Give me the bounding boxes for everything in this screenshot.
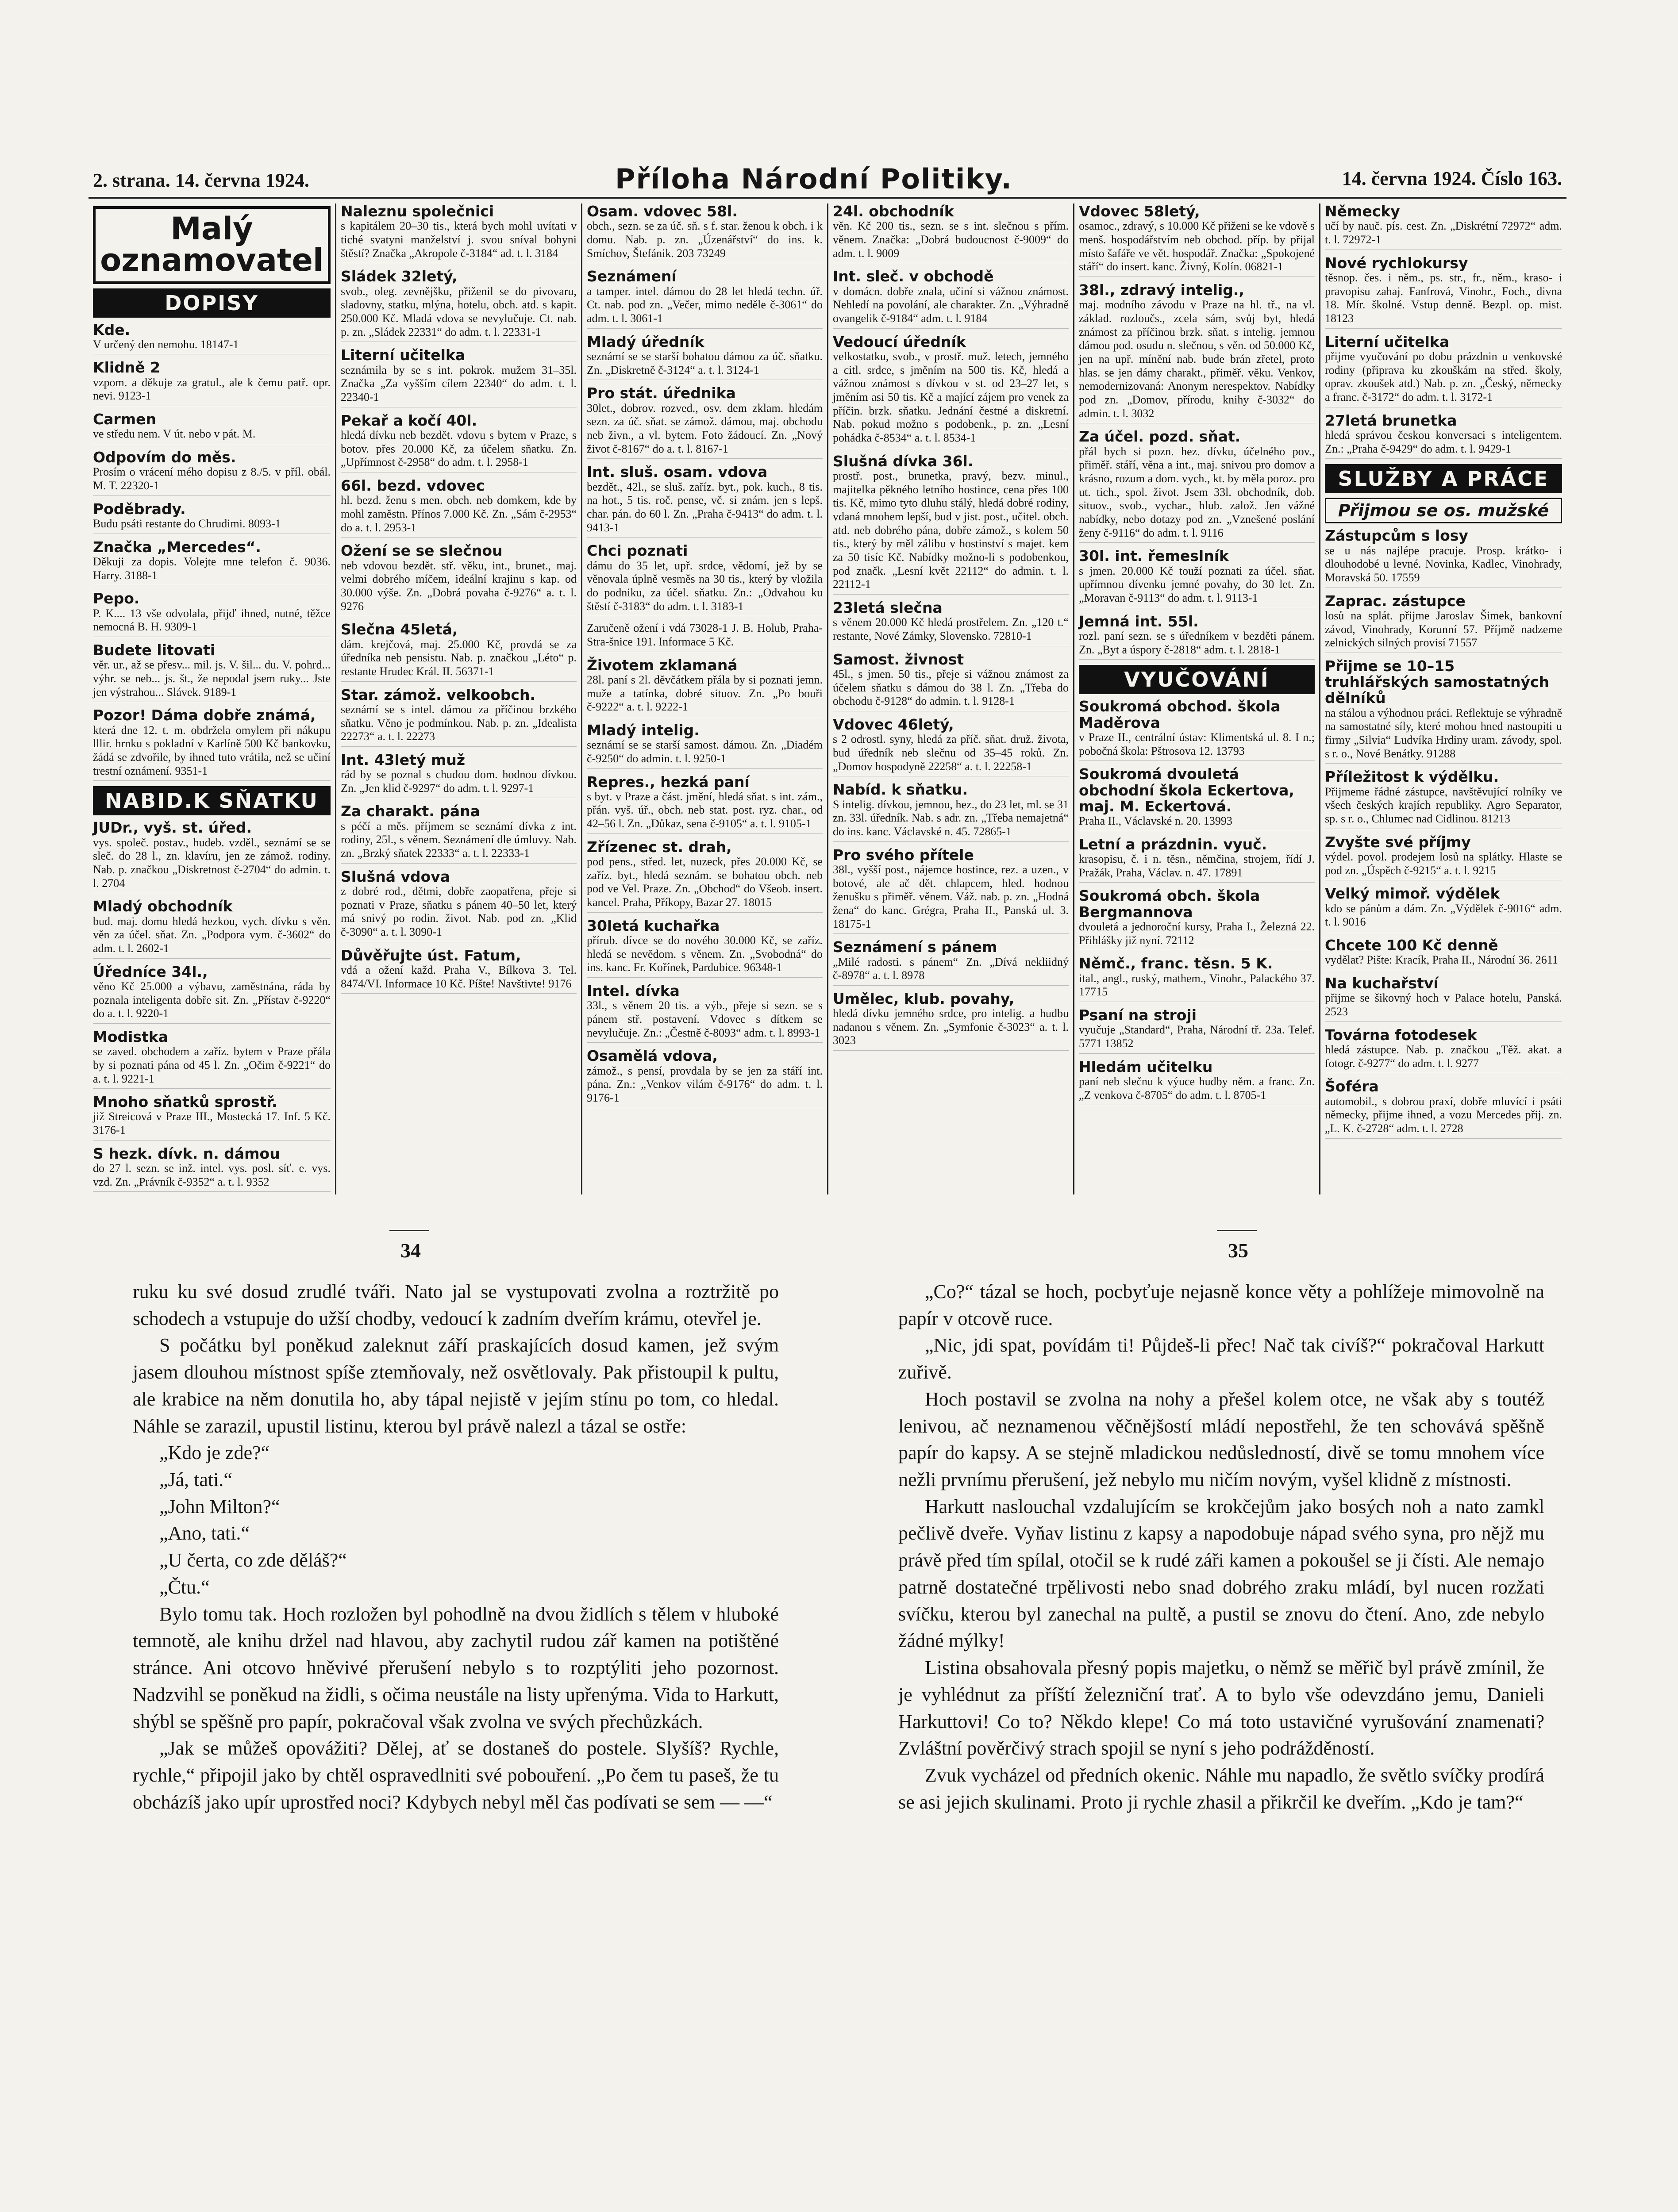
ad-body: se u nás najlépe pracuje. Prosp. krátko- i dlouhodobé u levné. Novinka, Kadlec, Vinohrady, Moravská 50. 17559 [1325,544,1562,584]
ad-headline: 23letá slečna [833,599,943,616]
ad-column-6 [1320,204,1566,1194]
header-title: Příloha Národní Politiky. [615,163,1012,195]
ad-body: seznámí se se starší samost. dámou. Zn. „Diadém č-9250“ do admin. t. l. 9250-1 [587,738,823,765]
ad-body: s péčí a měs. příjmem se seznámí dívka z int. rodiny, 25l., s věnem. Seznámení dle úmluvy. Nab. zn. „Brzký sňatek 22333“ a. t. l. 22333-1 [341,819,577,860]
ad-body: Děkuji za dopis. Volejte mne telefon č. 9036. Harry. 3188-1 [93,555,331,582]
masthead-maly-oznamovatel [93,206,331,284]
ad-headline: Nové rychlokursy [1325,254,1468,272]
classified-ad [833,847,1069,934]
ad-headline: Slušná vdova [341,868,450,885]
ad-headline: Kde. [93,321,131,338]
ad-body: na stálou a výhodnou práci. Reflektuje se výhradně na samostatné síly, které mohou hned nastoupiti u firmy „Silvia“ Ludvíka Hrdiny uram. závody, spol. s r. o., Nové Benátky. 91288 [1325,706,1562,760]
classified-ad [93,591,331,637]
masthead-line1: Malý [170,211,253,247]
ad-headline: Mnoho sňatků sprostř. [93,1093,277,1111]
ad-body: P. K.... 13 vše odvolala, přijď ihned, nutné, těžce nemocná B. H. 9309-1 [93,607,331,634]
ad-headline: Němč., franc. těsn. 5 K. [1079,955,1273,972]
classified-ad [833,269,1069,328]
ad-headline: Budete litovati [93,641,216,659]
story-paragraph: „Ano, tati.“ [159,1522,250,1544]
classified-ad [587,722,823,769]
ad-body: věno Kč 25.000 a výbavu, zaměstnána, ráda by poznala inteligenta dobře sit. Zn. „Přístav č-9220“ do a. t. l. 9220-1 [93,979,331,1020]
classified-ad [1325,1079,1562,1138]
ad-body: automobil., s dobrou praxí, dobře mluvící i psáti německy, přijme ihned, a vozu Mercedes přij. zn. „L. K. č-2728“ adm. t. l. 2728 [1325,1094,1562,1135]
story-paragraph: „Já, tati.“ [159,1469,232,1491]
classified-ad [587,385,823,459]
ad-headline: Pro svého přítele [833,846,974,864]
ad-headline: Star. zámož. velkoobch. [341,686,535,703]
ad-body: pod pens., střed. let, nuzeck, přes 20.000 Kč, se zaříz. byt., hledá seznám. se bohatou obch. neb pod ve Vel. Praze. Zn. „Obchod“ do Všeob. insert. kancel. Praha, Příkopy, Bazar 27. 18015 [587,855,823,909]
ad-body: vyučuje „Standard“, Praha, Národní tř. 23a. Telef. 5771 13852 [1079,1023,1315,1050]
ad-body: bezdět., 42l., se sluš. zaříz. byt., pok. kuch., 8 tis. na hot., 5 tis. roč. pense, vč. si znám. jen s lepš. char. pán. do 60 l. Zn. „Praha č-9413“ do adm. t. l. 9413-1 [587,480,823,534]
classified-ad [1079,956,1315,1002]
ad-body: již Streicová v Praze III., Mostecká 17. Inf. 5 Kč. 3176-1 [93,1110,331,1137]
classified-ad [93,899,331,958]
classified-ad [93,501,331,534]
classified-ad [1325,593,1562,653]
classified-ad [1079,888,1315,950]
classified-ad [93,360,331,406]
ad-headline: Naleznu společnici [341,204,494,220]
classified-ad [833,939,1069,986]
ad-headline: Zřízenec st. drah, [587,838,732,856]
story-paragraph: „Co?“ tázal se hoch, pocbyťuje nejasně konce věty a pohlížeje mimovolně na papír v otcově ruce. [898,1281,1544,1329]
ad-headline: Intel. dívka [587,982,680,1000]
ad-body: s jmen. 20.000 Kč touží poznati za účel. sňat. upřímnou dívenku jemné povahy, do 30 let. Zn. „Moravan č-9113“ do adm. t. l. 9113-1 [1079,564,1315,604]
ad-body: seznámila by se s int. pokrok. mužem 31–35l. Značka „Za vyšším cílem 22340“ do adm. t. l. 22340-1 [341,363,577,403]
ad-headline: Repres., hezká paní [587,773,750,791]
ad-body: krasopisu, č. i n. těsn., němčina, strojem, řídí J. Pražák, Praha, Václav. n. 47. 17891 [1079,853,1315,879]
ad-body: „Milé radosti. s pánem“ Zn. „Dívá nekliidný č-8978“ a. t. l. 8978 [833,955,1069,982]
classified-ad [93,539,331,586]
ad-headline: Soukromá dvouletá obchodní škola Eckertova, maj. M. Eckertová. [1079,765,1294,815]
ad-body: ve středu nem. V út. nebo v pát. M. [93,427,256,441]
ad-headline: Továrna fotodesek [1325,1026,1477,1044]
ad-column-4 [828,204,1074,1194]
ad-body: paní neb slečnu k výuce hudby něm. a franc. Zn. „Z venkova č-8705“ do adm. t. l. 8705-1 [1079,1075,1315,1102]
classified-ad [1325,204,1562,250]
classified-ad [1079,837,1315,883]
ad-body: vydělat? Pište: Kracík, Praha II., Národní 36. 2611 [1325,953,1558,967]
ad-headline: Za charakt. pána [341,803,480,820]
ad-headline: Ožení se se slečnou [341,542,503,560]
classified-ad [1079,766,1315,831]
header-rule [89,197,1566,199]
classified-ad [1079,429,1315,543]
classified-ad [1325,937,1562,970]
ad-body: Zaručeně ožení i vdá 73028-1 J. B. Holub, Praha-Stra-šnice 191. Informace 5 Kč. [587,622,823,648]
ad-body: svob., oleg. zevnějšku, přiženil se do pivovaru, sladovny, statku, mlýna, hotelu, obch. atd. s kapit. 250.000 Kč. Mladá vdova se nevylučuje. Ct. nab. p. zn. „Sládek 22331“ do adm. t. l. 22331-1 [341,284,577,338]
masthead-line2: oznamovatel [100,242,323,278]
ad-headline: Int. sluš. osam. vdova [587,463,768,481]
ad-headline: Sládek 32letý, [341,268,458,285]
ad-body: vdá a ožení každ. Praha V., Bílkova 3. Tel. 8474/VI. Informace 10 Kč. Píšte! Navštivte! 9176 [341,964,577,990]
classified-ad [587,918,823,978]
ad-headline: Zvyšte své příjmy [1325,833,1471,851]
classified-ad [1325,255,1562,329]
classified-ad [93,707,331,781]
ad-body: 30let., dobrov. rozved., osv. dem zklam. hledám sezn. za úč. sňat. se zámož. dámou, maj. obchodu neb živn., a vl. bytem. Foto žádoucí. Zn. „Nový život č-8167“ do a. t. l. 8167-1 [587,401,823,455]
ad-headline: Int. 43letý muž [341,751,466,768]
ad-headline: Na kuchařství [1325,975,1439,992]
section-sluzby: SLUŽBY A PRÁCE [1325,464,1562,493]
ad-column-1 [89,204,336,1194]
ad-body: hledá správou českou konversaci s inteligentem. Zn.: „Praha č-9429“ do adm. t. l. 9429-1 [1325,428,1562,455]
ad-headline: Klidně 2 [93,359,161,376]
classified-ad [341,622,577,681]
ad-body: vzpom. a děkuje za gratul., ale k čemu patř. opr. nevi. 9123-1 [93,376,331,403]
section-dopisy: DOPISY [93,288,331,318]
ad-body: s byt. v Praze a část. jmění, hledá sňat. s int. zám., přán. vyš. úř., obch. neb stat. post. ryz. char., od 42–56 l. Zn. „Důkaz, sena č-9105“ a. t. l. 9105-1 [587,790,823,830]
ad-column-5 [1074,204,1320,1194]
classified-ad [341,347,577,407]
classified-ad [1079,282,1315,423]
ad-body: 33l., s věnem 20 tis. a výb., přeje si sezn. se s pánem stř. postavení. Vdovec s dítkem se nevylučuje. Zn.: „Čestně č-8093“ adm. t. l. 8993-1 [587,999,823,1039]
classified-ad [587,204,823,263]
classified-ad [1325,658,1562,764]
story-paragraph: „Nic, jdi spat, povídám ti! Půjdeš-li přec! Nač tak civíš?“ pokračoval Harkutt zuřivě. [898,1334,1544,1383]
classified-ad [1079,1007,1315,1054]
story-paragraph: Harkutt naslouchal vzdalujícím se krokčejům jako bosých noh a nato zamkl pečlivě dveře. Vyňav listinu z kapsy a napodobuje nápad svého syna, pro nějž mu právě před tím spílal, otočil se k rudé záři kamen a pokoušel se ji čísti. Ale nemajo patrně dostatečné trpělivosti nebo snad dobrého zraku mládí, byl nucen rozžati svíčku, kterou byl zanechal na pultě, a pustil se znovu do čtení. Ano, zde nebylo žádné mýlky! [898,1495,1544,1652]
ad-body: která dne 12. t. m. obdržela omylem při nákupu lllir. hrnku s pokladní v Karlíně 500 Kč bankovku, žádá se zdvořile, by ihned tuto vrátila, než se učiní trestní oznámení. 9351-1 [93,723,331,777]
ad-body: dvouletá a jednoroční kursy, Praha I., Železná 22. Přihlášky již nyní. 72112 [1079,920,1315,947]
ad-body: přijme se šikovný hoch v Palace hotelu, Panská. 2523 [1325,991,1562,1018]
classified-ad [93,1029,331,1089]
classified-ad [1325,413,1562,459]
ad-body: dámu do 35 let, upř. srdce, vědomí, jež by se věnovala úplně vesměs na 30 tis., který by vložila do podniku, za účel. sňatku. Zn.: „Odvahou ku štěstí č-3183“ do adm. t. l. 3183-1 [587,559,823,613]
classified-ad [587,983,823,1043]
ad-body: v domácn. dobře znala, učiní si vážnou známost. Nehledí na povolání, ale charakter. Zn. „Výhradně ovangelik č-9184“ adm. t. l. 9184 [833,284,1069,325]
classified-ad [341,752,577,799]
ad-body: s věnem 20.000 Kč hledá prostřelem. Zn. „120 t.“ restante, Nové Zámky, Slovensko. 72810-1 [833,616,1069,642]
subsection-prijmou: Přijmou se os. mužské [1325,498,1562,523]
ad-headline: Pozor! Dáma dobře známá, [93,707,316,724]
ad-body: věr. ur., až se přesv... mil. js. V. šil... du. V. pohrd... výhr. se neb... js. št., že nepodal jsem ruky... Jste jen výstrahou... Slávek. 9189-1 [93,658,331,699]
ad-headline: Osam. vdovec 58l. [587,204,738,220]
ad-headline: Modistka [93,1028,169,1045]
ad-body: hledá dívku neb bezdět. vdovu s bytem v Praze, s botov. přes 20.000 Kč, za účelem sňatku. Zn. „Upřímnost č-2958“ do adm. t. l. 2958-1 [341,428,577,469]
ad-headline: 24l. obchodník [833,204,954,220]
classified-ad [587,334,823,380]
ad-body: hl. bezd. ženu s men. obch. neb domkem, kde by mohl zaměstn. Přínos 7.000 Kč. Zn. „Sám č-2953“ do a. t. l. 2953-1 [341,494,577,534]
story-paragraph: Zvuk vycházel od předních okenic. Náhle mu napadlo, že světlo svíčky prodírá se asi jejich skulinami. Proto ji rychle zhasil a přikrčil ke dveřím. „Kdo je tam?“ [898,1764,1544,1813]
ad-body: těsnop. čes. i něm., ps. str., fr., něm., kraso- i pravopisu zahaj. Fanfrová, Vinohr., Foch., divna 18. Mír. školné. Vstup denně. Bezpl. op. mist. 18123 [1325,271,1562,325]
classified-ad [93,820,331,893]
ad-headline: Slušná dívka 36l. [833,452,974,470]
classified-ad [1325,528,1562,588]
ad-headline: Velký mimoř. výdělek [1325,885,1500,902]
classified-ad [833,991,1069,1051]
classified-ad [341,269,577,342]
ad-body: vys. společ. postav., hudeb. vzděl., seznámí se se sleč. do 28 l., zn. klavíru, jen ze zámož. rodiny. Nab. p. značkou „Diskretnost č-2704“ do admin. t. l. 2704 [93,836,331,890]
classified-ad [93,642,331,702]
classified-ad [587,774,823,834]
story-column-left [133,1279,779,1816]
story-column-right [898,1279,1544,1816]
header-date-left: 2. strana. 14. června 1924. [93,169,309,191]
ad-headline: Samost. živnost [833,650,964,668]
classified-ad [587,622,823,652]
story-paragraph: „U čerta, co zde děláš?“ [159,1549,347,1571]
ad-headline: Pekař a kočí 40l. [341,411,477,429]
ad-headline: 30l. int. řemeslník [1079,547,1229,565]
story-paragraph: „Čtu.“ [159,1576,210,1598]
ad-headline: Důvěřujte úst. Fatum, [341,946,521,964]
ad-headline: 66l. bezd. vdovec [341,476,485,494]
page-header [93,163,1562,194]
ad-headline: 30letá kuchařka [587,917,720,934]
ad-body: losů na splát. přijme Jaroslav Šimek, bankovní závod, Vinohrady, Korunní 57. Příjmě nadzeme zelnických silných provisí 71557 [1325,609,1562,649]
ad-headline: Soukromá obchod. škola Maděrova [1079,698,1281,731]
ad-body: Přijmeme řádné zástupce, navštěvující rolníky ve všech českých krajích republiky. Agro Separator, sp. s r. o., Chlumec nad Cidlinou. 81213 [1325,785,1562,826]
ad-headline: Úředníce 34l., [93,963,208,980]
ad-body: Budu psáti restante do Chrudimi. 8093-1 [93,517,281,530]
classified-ad [341,869,577,942]
story-paragraph: „Kdo je zde?“ [159,1442,270,1464]
ad-headline: Pro stát. úřednika [587,384,736,402]
classified-ad [93,449,331,496]
classified-ad [341,948,577,994]
ad-headline: Mladý obchodník [93,898,233,915]
ad-body: a tamper. intel. dámou do 28 let hledá techn. úř. Ct. nab. pod zn. „Večer, mimo neděle č-3061“ do adm. t. l. 3061-1 [587,284,823,325]
page-number-left: 34 [400,1239,421,1262]
ad-headline: Carmen [93,411,157,428]
ad-body: neb vdovou bezdět. stř. věku, int., brunet., maj. velmi dobrého míčem, ideální krajinu s kap. od 30.000 výše. Zn. „Dobrá povaha č-9276“ a. t. l. 9276 [341,559,577,613]
classified-ad [587,543,823,616]
page-number-rule-right [1217,1230,1257,1231]
classified-ad [587,839,823,913]
ad-body: přijme vyučování po dobu prázdnin u venkovské rodiny (připrava ku zkouškám na střed. školy, oprav. zkoušek atd.) Nab. p. zn. „Český, německy a franc. č-3172“ do adm. t. l. 3172-1 [1325,349,1562,403]
ad-headline: Hledám učitelku [1079,1058,1213,1075]
classified-ad [1079,1059,1315,1106]
classified-ad [833,782,1069,841]
ad-headline: Šoféra [1325,1078,1379,1095]
classified-ad [1325,1027,1562,1074]
ad-body: učí by nauč. pís. cest. Zn. „Diskrétní 72972“ adm. t. l. 72972-1 [1325,219,1562,246]
ad-body: seznámí se s intel. dámou za příčinou brzkého sňatku. Věno je podmínkou. Nab. p. zn. „Idealista 22273“ a. t. l. 22273 [341,703,577,743]
ad-body: přál bych si pozn. hez. dívku, účelného pov., přiměř. stáří, věna a int., maj. snivou pro domov a krásno, rozum a dom. vych., kt. by měla poroz. pro ut. tich., spol. život. Jsem 33l. obchodník, dob. situov., svob., vychar., hlub. založ. Jen vážné nabídky, nebo dotazy pod zn. „Vznešené poslání ženy č-9116“ do adm. t. l. 9116 [1079,445,1315,539]
classified-ad [1079,614,1315,660]
ad-body: přírub. dívce se do nového 30.000 Kč, se zaříz. hledá se nevědom. s věnem. Zn. „Svobodná“ do ins. kanc. Fr. Kořínek, Pardubice. 96348-1 [587,934,823,974]
ad-body: z dobré rod., dětmi, dobře zaopatřena, přeje si poznati v Praze, sňatku s pánem 40–50 let, který má snivý po rodin. život. Nab. pod zn. „Klid č-3090“ a. t. l. 3090-1 [341,885,577,939]
header-date-right: 14. června 1924. Číslo 163. [1342,168,1562,189]
ad-body: ital., angl., ruský, mathem., Vinohr., Palackého 37. 17715 [1079,972,1315,998]
ad-body: výdel. povol. prodejem losů na splátky. Hlaste se pod zn. „Úspěch č-9215“ a. t. l. 9215 [1325,850,1562,877]
ad-body: zámož., s pensí, provdala by se jen za stáří int. pána. Zn.: „Venkov vilám č-9176“ do adm. t. l. 9176-1 [587,1064,823,1105]
ad-headline: 27letá brunetka [1325,411,1457,429]
classified-ad [1325,834,1562,881]
ad-body: hledá zástupce. Nab. p. značkou „Těž. akat. a fotogr. č-9277“ do adm. t. l. 9277 [1325,1043,1562,1070]
classified-ad [833,717,1069,776]
ad-headline: Mladý úředník [587,333,704,350]
classified-ad [833,652,1069,711]
ad-headline: Nabíd. k sňatku. [833,781,968,799]
ad-headline: Mladý intelig. [587,721,700,739]
ad-headline: Seznámení [587,268,677,285]
ad-headline: Zaprac. zástupce [1325,592,1466,610]
story-paragraph: Bylo tomu tak. Hoch rozložen byl pohodlně na dvou židlích s tělem v hluboké temnotě, ale knihu držel nad hlavou, aby zachytil rudou zář kamen na potištěné stránce. Ani otcovo hněvivé přerušení nebylo s to rozptýliti jeho pozornost. Nadzvihl se poněkud na židli, s očima neustále na listy upřenýma. Vida to Harkutt, shýbl se spěšně pro papír, pokračoval však zvolna ve svých přechůzkách. [133,1603,779,1732]
page-number-rule-left [389,1230,429,1231]
ad-headline: Slečna 45letá, [341,621,458,638]
ad-body: osamoc., zdravý, s 10.000 Kč přiženi se ke vdově s menš. hospodářstvím neb obchod. příp. by přijal místo šafáře ve vět. hospodář. Značka: „Spokojené stáří“ do insert. kanc. Živný, Kolín. 06821-1 [1079,219,1315,273]
ad-body: rozl. paní sezn. se s úředníkem v bezděti pánem. Zn. „Byt a úspory č-2818“ adm. t. l. 2818-1 [1079,629,1315,656]
ad-headline: S hezk. dívk. n. dámou [93,1144,280,1162]
ad-headline: Umělec, klub. povahy, [833,990,1015,1007]
ad-headline: Chcete 100 Kč denně [1325,937,1498,954]
classified-ad [93,1094,331,1141]
ad-headline: Vedoucí úředník [833,333,966,350]
classified-ad [833,453,1069,595]
classified-ad [341,204,577,263]
ad-headline: Osamělá vdova, [587,1047,718,1065]
classified-ad [1325,334,1562,407]
ad-headline: Psaní na stroji [1079,1006,1197,1024]
ad-body: bud. maj. domu hledá hezkou, vych. dívku s věn. věn za účel. sňat. Zn. „Podpora vym. č-3602“ do adm. t. l. 2602-1 [93,914,331,955]
ad-body: velkostatku, svob., v prostř. muž. letech, jemného a citl. srdce, s jměním na 500 tis. Kč, hledá a vážnou známost s dívkou v st. od 23–27 let, s jměním asi 50 tis. Kč a mající zájem pro venek za příčin. brzk. sňatku. Jednání čestné a diskretní. Nab. pokud možno s podobenk., p. zn. „Lesní pohádka č-8534“ a. t. l. 8534-1 [833,349,1069,444]
classified-ad [93,1146,331,1192]
classified-ad [833,334,1069,448]
ad-body: seznámí se se starší bohatou dámou za úč. sňatku. Zn. „Diskretně č-3124“ a. t. l. 3124-1 [587,349,823,376]
classified-ad [93,411,331,444]
section-snatky: NABID.K SŇATKU [93,786,331,815]
story-paragraph: S počátku byl poněkud zaleknut září praskajících dosud kamen, jež svým jasem dlouhou místnost spíše ztemňovaly, než osvětlovaly. Pak přistoupil k pultu, ale krabice na něm donutila ho, aby tápal nejistě v jejím stínu po tom, co hledal. Náhle se zarazil, upustil listinu, kterou byl právě nalezl a tázal se ostře: [133,1334,779,1437]
story-paragraph: Hoch postavil se zvolna na nohy a přešel kolem otce, ne však aby s toutéž lenivou, ač neznamenou věčnějšostí mládí nepostřehl, že ten schovává spěšně papír do kapsy. A se stejně mladickou nedůsledností, divě se tomu mnohem více nežli prvnímu přerušení, jež nebylo mu ničím novým, vyšel klidně z místnosti. [898,1388,1544,1491]
ad-body: 28l. paní s 2l. děvčátkem přála by si poznati jemn. muže a tatínka, dobré situov. Zn. „Po bouři č-9222“ a. t. l. 9222-1 [587,673,823,714]
ad-headline: Značka „Mercedes“. [93,538,261,556]
classified-ad [1079,548,1315,608]
classified-ad [1079,204,1315,277]
ad-headline: Vdovec 58letý, [1079,204,1200,220]
classified-ads [89,204,1566,1194]
ad-headline: JUDr., vyš. st. úřed. [93,819,252,837]
ad-body: s 2 odrostl. syny, hledá za příč. sňat. druž. života, bud úředník neb slečnu od 35–45 roků. Zn. „Domov hospodyně 22258“ a. t. l. 22258-1 [833,733,1069,773]
ad-headline: Letní a prázdnin. vyuč. [1079,835,1267,853]
ad-body: do 27 l. sezn. se inž. intel. vys. posl. síť. e. vys. vzd. Zn. „Právník č-9352“ a. t. l. 9352 [93,1162,331,1188]
classified-ad [1079,699,1315,761]
classified-ad [341,687,577,747]
ad-headline: Za účel. pozd. sňat. [1079,428,1241,445]
ad-body: Praha II., Václavské n. 20. 13993 [1079,814,1232,828]
story-paragraph: „Jak se můžeš opovážiti? Dělej, ať se dostaneš do postele. Slyšíš? Rychle, rychle,“ připojil jako by chtěl ospravedlniti své pobouření. „Po čem tu paseš, že tu obcházíš jako upír uprostřed noci? Kdybych nebyl měl čas podívati se sem — —“ [133,1737,779,1813]
classified-ad [1325,886,1562,932]
ad-headline: Příležitost k výdělku. [1325,768,1499,786]
ad-headline: Chci poznati [587,542,688,560]
classified-ad [93,322,331,355]
classified-ad [93,964,331,1024]
ad-body: 38l., vyšší post., nájemce hostince, rez. a uzen., v botové, ale ač dět. chlapcem, hled. hodnou ženušku s přiměř. věnem. Váž. nab. p. zn. „Hodná žena“ do kanc. Grégra, Praha II., Panská ul. 3. 18175-1 [833,863,1069,930]
page-number-right: 35 [1228,1239,1248,1262]
ad-headline: Literní učitelka [1325,333,1450,350]
ad-body: V určený den nemohu. 18147-1 [93,338,239,351]
ad-body: 45l., s jmen. 50 tis., přeje si vážnou známost za účelem sňatku s dámou do 38 l. Zn. „Třeba do obchodu č-9128“ do admin. t. l. 9128-1 [833,667,1069,708]
ad-headline: Poděbrady. [93,500,186,518]
story-paragraph: ruku ku své dosud zrudlé tváři. Nato jal se vystupovati zvolna a roztržitě po schodech a vstupuje do užší chodby, vedoucí k zadním dveřím krámu, otevřel je. [133,1281,779,1329]
classified-ad [341,543,577,616]
story-paragraph: Listina obsahovala přesný popis majetku, o němž se měřič byl právě zmínil, že je vyhlédnut za příští železniční trať. A to bylo vše odevzdáno jemu, Danieli Harkuttovi! Co to? Někdo klepe! Co má toto ustavičné vyrušování znamenati? Zvláštní pověrčivý strach spojil se nyní s jeho podrážděností. [898,1657,1544,1759]
ad-body: se zaved. obchodem a zaříz. bytem v Praze přála by si poznati pána od 45 l. Zn. „Očim č-9221“ do a. t. l. 9221-1 [93,1045,331,1085]
classified-ad [341,478,577,538]
ad-headline: Soukromá obch. škola Bergmannova [1079,887,1260,921]
ad-headline: 38l., zdravý intelig., [1079,281,1244,299]
ad-headline: Int. sleč. v obchodě [833,268,994,285]
ad-body: věn. Kč 200 tis., sezn. se s int. slečnou s přím. věnem. Značka: „Dobrá budoucnost č-9009“ do adm. t. l. 9009 [833,219,1069,260]
ad-headline: Německy [1325,204,1400,220]
classified-ad [341,803,577,863]
ad-body: obch., sezn. se za úč. sň. s f. star. ženou k obch. i k domu. Nab. p. zn. „Úzenářství“ do ins. k. Smíchov, Štefánik. 203 73249 [587,219,823,260]
ad-body: S intelig. dívkou, jemnou, hez., do 23 let, ml. se 31 zn. 33l. úředník. Nab. s adr. zn. „Třeba nemajetná“ do ins. kanc. Václavské n. 45. 72865-1 [833,798,1069,838]
ad-headline: Odpovím do měs. [93,449,236,466]
classified-ad [587,657,823,717]
classified-ad [1325,769,1562,829]
classified-ad [587,1048,823,1108]
classified-ad [341,413,577,472]
ad-column-3 [582,204,828,1194]
ad-headline: Pepo. [93,590,140,607]
ad-body: dám. krejčová, maj. 25.000 Kč, provdá se za úředníka neb pensistu. Nab. p. značkou „Léto“ p. restante Hrudec Král. II. 56371-1 [341,637,577,678]
ad-body: rád by se poznal s chudou dom. hodnou dívkou. Zn. „Jen klid č-9297“ do adm. t. l. 9297-1 [341,768,577,795]
ad-headline: Seznámení s pánem [833,938,997,956]
classified-ad [833,600,1069,646]
ad-headline: Životem zklamaná [587,656,738,674]
classified-ad [833,204,1069,263]
ad-column-2 [336,204,582,1194]
ad-headline: Zástupcům s losy [1325,527,1468,545]
ad-headline: Literní učitelka [341,346,466,364]
ad-body: v Praze II., centrální ústav: Klimentská ul. 8. I n.; pobočná škola: Pštrosova 12. 13793 [1079,730,1315,757]
ad-body: s kapitálem 20–30 tis., která bych mohl uvítati v tiché svatyni manželství j. svou sníval bohyni štěstí? Značka „Akropole č-3184“ ad. t. l. 3184 [341,219,577,260]
ad-headline: Vdovec 46letý, [833,715,954,733]
ad-headline: Přijme se 10–15 truhlářských samostatných dělníků [1325,657,1550,707]
ad-body: Prosím o vrácení mého dopisu z 8./5. v příl. obál. M. T. 22320-1 [93,465,331,492]
classified-ad [587,269,823,328]
section-vyucovani: VYUČOVÁNÍ [1079,665,1315,694]
classified-ad [1325,975,1562,1022]
ad-headline: Jemná int. 55l. [1079,612,1199,630]
story-paragraph: „John Milton?“ [159,1495,280,1517]
classified-ad [587,464,823,538]
ad-body: prostř. post., brunetka, pravý, bezv. minul., majitelka pěkného letního hostince, cena přes 100 tis. Kč, mimo tyto dluhu stálý, hledá dobré rodiny, vdaná mnohem lepší, bud v jist. post., učitel. obch. atd. neb dobrého pána, dobře zámož., s kolem 50 tis., který by měl zálibu v hostinství s majet. kem za 50 tisíc Kč. Nabídky možno-li s podobenkou, pod značk. „Lesní květ 22112“ do admin. t. l. 22112-1 [833,469,1069,591]
ad-body: hledá dívku jemného srdce, pro intelig. a hudbu nadanou s věnem. Zn. „Symfonie č-3023“ a. t. l. 3023 [833,1007,1069,1047]
ad-body: kdo se pánům a dám. Zn. „Výdělek č-9016“ adm. t. l. 9016 [1325,902,1562,929]
ad-body: maj. modního závodu v Praze na hl. tř., na vl. základ. rozloučs., zcela sám, svůj byt, hledá známost za příčinou brzk. sňat. s intelig. jemnou dámou pod. osudu n. slečnou, s věn. od 50.000 Kč, jen na upř. mínění nab. bude brán zřetel, proto hlas. se jen dámy charakt., přiměř. věku. Venkov, nemodernizovaná: Anonym nerespektov. Nabídky pod zn. „Domov, přírodu, knihy č-3032“ do admin. t. l. 3032 [1079,298,1315,420]
